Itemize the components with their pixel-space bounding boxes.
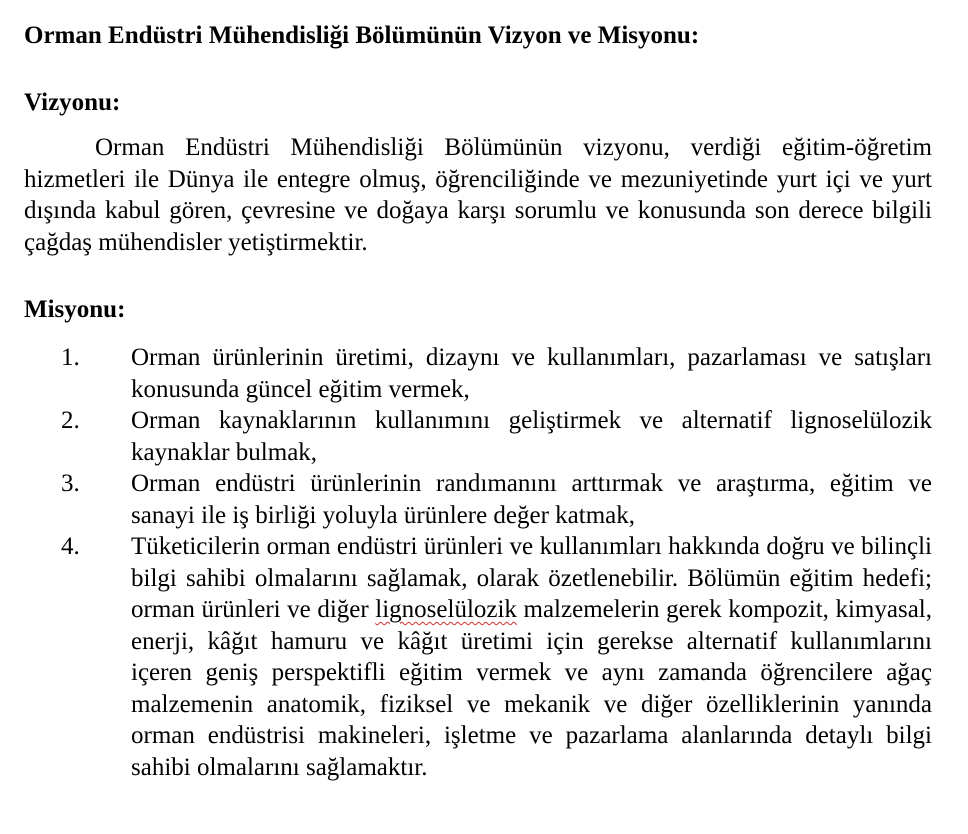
- mission-item-text: Orman kaynaklarının kullanımını geliştirmek ve alternatif lignoselülozik kaynaklar bulmak,: [131, 407, 932, 466]
- mission-item-number: 2.: [61, 407, 80, 434]
- mission-item-3: [24, 468, 932, 531]
- mission-item-1: [24, 342, 932, 405]
- mission-item-text: Orman ürünlerinin üretimi, dizaynı ve kullanımları, pazarlaması ve satışları konusunda güncel eğitim vermek,: [131, 344, 932, 403]
- spellcheck-flagged-word[interactable]: lignoselülozik: [375, 596, 517, 623]
- mission-list: [24, 342, 932, 783]
- document-title: Orman Endüstri Mühendisliği Bölümünün Vizyon ve Misyonu:: [24, 22, 700, 49]
- mission-item-2: [24, 405, 932, 468]
- mission-heading: Misyonu:: [24, 296, 126, 323]
- mission-item-text-part: Tüketicilerin orman endüstri ürünleri ve kullanımları hakkında doğru ve bilinçli bilgi sahibi olmalarını sağlamak, olarak özetlenebilir. Bölümün eğitim hedefi; orman ürünleri ve diğer: [131, 533, 932, 623]
- mission-item-text-part: malzemelerin gerek kompozit, kimyasal, enerji, kâğıt hamuru ve kâğıt üretimi için gerekse alternatif kullanımlarını içeren geniş perspektifli eğitim vermek ve aynı zamanda öğrencilere ağaç malzemenin anatomik, fiziksel ve mekanik ve diğer özelliklerinin yanında orman endüstrisi makineleri, işletme ve pazarlama alanlarında detaylı bilgi sahibi olmalarını sağlamaktır.: [131, 596, 932, 781]
- mission-item-text: Orman endüstri ürünlerinin randımanını arttırmak ve araştırma, eğitim ve sanayi ile iş birliği yoluyla ürünlere değer katmak,: [131, 470, 932, 529]
- mission-item-text: [131, 531, 932, 783]
- mission-item-4: [24, 531, 932, 783]
- vision-heading: Vizyonu:: [24, 89, 121, 116]
- mission-item-number: 4.: [61, 533, 80, 560]
- mission-item-number: 3.: [61, 470, 80, 497]
- mission-item-number: 1.: [61, 344, 80, 371]
- vision-paragraph: Orman Endüstri Mühendisliği Bölümünün vizyonu, verdiği eğitim-öğretim hizmetleri ile Dünya ile entegre olmuş, öğrenciliğinde ve mezuniyetinde yurt içi ve yurt dışında kabul gören, çevresine ve doğaya karşı sorumlu ve konusunda son derece bilgili çağdaş mühendisler yetiştirmektir.: [24, 134, 932, 256]
